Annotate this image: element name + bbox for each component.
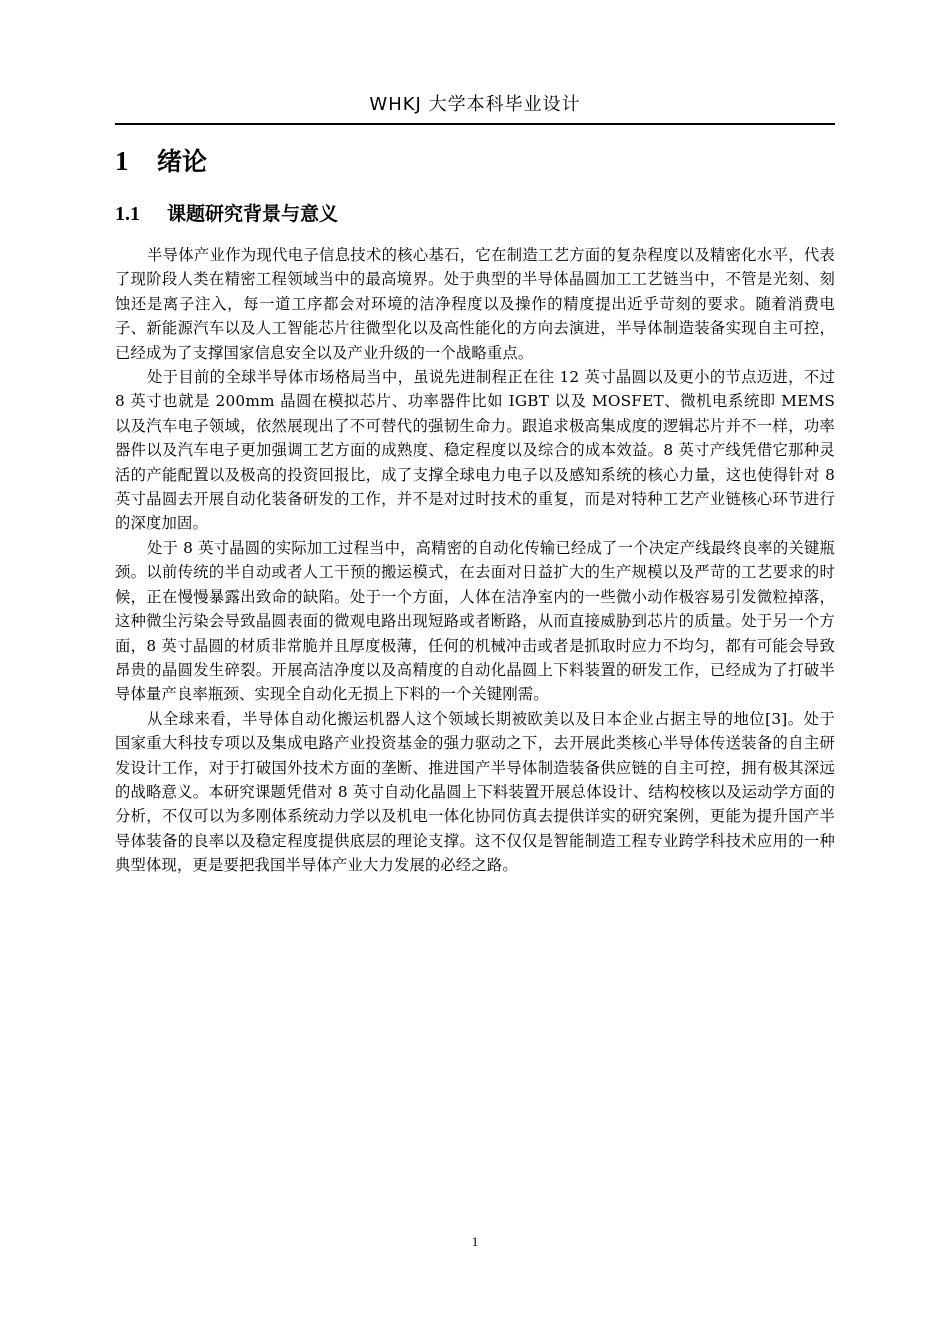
paragraph-2: 处于目前的全球半导体市场格局当中，虽说先进制程正在往 12 英寸晶圆以及更小的节点迈进，不过 8 英寸也就是 200mm 晶圆在模拟芯片、功率器件比如 IGBT 以及 MOSFET、微机电系统即 MEMS 以及汽车电子领域，依然展现出了不可替代的强韧生命力。跟追求极高集成度的逻辑芯片并不一样，功率器件以及汽车电子更加强调工艺方面的成熟度、稳定程度以及综合的成本效益。8 英寸产线凭借它那种灵活的产能配置以及极高的投资回报比，成了支撑全球电力电子以及感知系统的核心力量，这也使得针对 8 英寸晶圆去开展自动化装备研发的工作，并不是对过时技术的重复，而是对特种工艺产业链核心环节进行的深度加固。: [115, 368, 835, 533]
body-text: [115, 243, 835, 878]
paragraph-1: 半导体产业作为现代电子信息技术的核心基石，它在制造工艺方面的复杂程度以及精密化水平，代表了现阶段人类在精密工程领域当中的最高境界。处于典型的半导体晶圆加工工艺链当中，不管是光刻、刻蚀还是离子注入，每一道工序都会对环境的洁净程度以及操作的精度提出近乎苛刻的要求。随着消费电子、新能源汽车以及人工智能芯片往微型化以及高性能化的方向去演进，半导体制造装备实现自主可控，已经成为了支撑国家信息安全以及产业升级的一个战略重点。: [115, 246, 835, 362]
paragraph-3: 处于 8 英寸晶圆的实际加工过程当中，高精密的自动化传输已经成了一个决定产线最终良率的关键瓶颈。以前传统的半自动或者人工干预的搬运模式，在去面对日益扩大的生产规模以及严苛的工艺要求的时候，正在慢慢暴露出致命的缺陷。处于一个方面，人体在洁净室内的一些微小动作极容易引发微粒掉落，这种微尘污染会导致晶圆表面的微观电路出现短路或者断路，从而直接威胁到芯片的质量。处于另一个方面，8 英寸晶圆的材质非常脆并且厚度极薄，任何的机械冲击或者是抓取时应力不均匀，都有可能会导致昂贵的晶圆发生碎裂。开展高洁净度以及高精度的自动化晶圆上下料装置的研发工作，已经成为了打破半导体量产良率瓶颈、实现全自动化无损上下料的一个关键刚需。: [115, 538, 835, 704]
section-heading: [115, 198, 338, 230]
section-number: 1.1: [115, 203, 140, 225]
page-header-title: WHKJ 大学本科毕业设计: [369, 94, 581, 115]
section-title: 课题研究背景与意义: [167, 203, 339, 225]
chapter-number: 1: [115, 146, 129, 176]
paragraph-4: 从全球来看，半导体自动化搬运机器人这个领域长期被欧美以及日本企业占据主导的地位[3]。处于国家重大科技专项以及集成电路产业投资基金的强力驱动之下，去开展此类核心半导体传送装备的自主研发设计工作，对于打破国外技术方面的垄断、推进国产半导体制造装备供应链的自主可控，拥有极其深远的战略意义。本研究课题凭借对 8 英寸自动化晶圆上下料装置开展总体设计、结构校核以及运动学方面的分析，不仅可以为多刚体系统动力学以及机电一体化协同仿真去提供详实的研究案例，更能为提升国产半导体装备的良率以及稳定程度提供底层的理论支撑。这不仅仅是智能制造工程专业跨学科技术应用的一种典型体现，更是要把我国半导体产业大力发展的必经之路。: [115, 709, 835, 875]
page-number: 1: [471, 1234, 479, 1249]
chapter-heading: [115, 143, 207, 180]
header-divider: [115, 123, 835, 125]
chapter-title: 绪论: [157, 147, 208, 176]
